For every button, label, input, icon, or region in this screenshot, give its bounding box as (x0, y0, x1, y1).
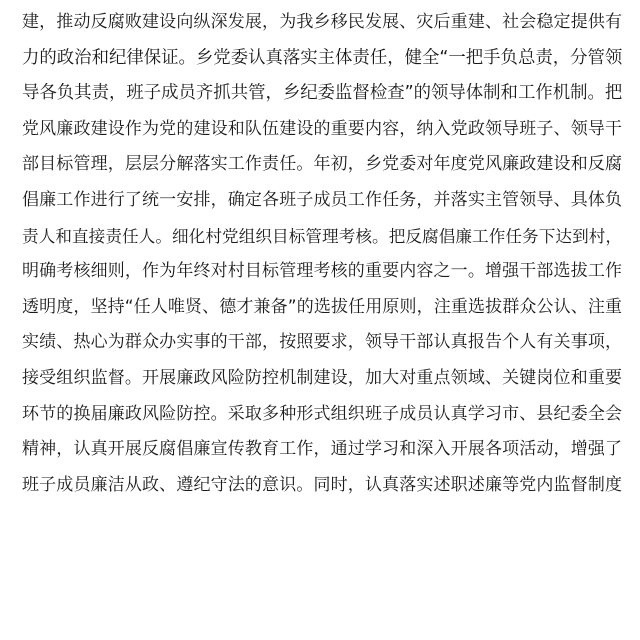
text-line: 透明度，坚持“任人唯贤、德才兼备”的选拔任用原则，注重选拔群众公认、注重 (22, 296, 622, 317)
text-line: 环节的换届廉政风险防控。采取多种形式组织班子成员认真学习市、县纪委全会 (22, 403, 622, 424)
text-line: 接受组织监督。开展廉政风险防控机制建设，加大对重点领域、关键岗位和重要 (22, 367, 622, 388)
text-line: 党风廉政建设作为党的建设和队伍建设的重要内容，纳入党政领导班子、领导干 (22, 118, 622, 139)
text-line: 责人和直接责任人。细化村党组织目标管理考核。把反腐倡廉工作任务下达到村， (22, 226, 622, 246)
text-line: 实绩、热心为群众办实事的干部，按照要求，领导干部认真报告个人有关事项， (22, 332, 622, 353)
body-text (22, 5, 622, 503)
text-line: 部目标管理，层层分解落实工作责任。年初，乡党委对年度党风廉政建设和反腐 (22, 154, 622, 175)
text-line: 倡廉工作进行了统一安排，确定各班子成员工作任务，并落实主管领导、具体负 (22, 189, 622, 210)
text-line: 建，推动反腐败建设向纵深发展，为我乡移民发展、灾后重建、社会稳定提供有 (22, 12, 622, 32)
text-line: 导各负其责，班子成员齐抓共管，乡纪委监督检查”的领导体制和工作机制。把 (22, 83, 623, 104)
text-line: 精神，认真开展反腐倡廉宣传教育工作，通过学习和深入开展各项活动，增强了 (22, 439, 622, 460)
text-line: 班子成员廉洁从政、遵纪守法的意识。同时，认真落实述职述廉等党内监督制度 (22, 474, 622, 495)
text-line: 明确考核细则，作为年终对村目标管理考核的重要内容之一。增强干部选拔工作 (22, 261, 622, 282)
text-line: 力的政治和纪律保证。乡党委认真落实主体责任，健全“一把手负总责，分管领 (22, 47, 623, 68)
